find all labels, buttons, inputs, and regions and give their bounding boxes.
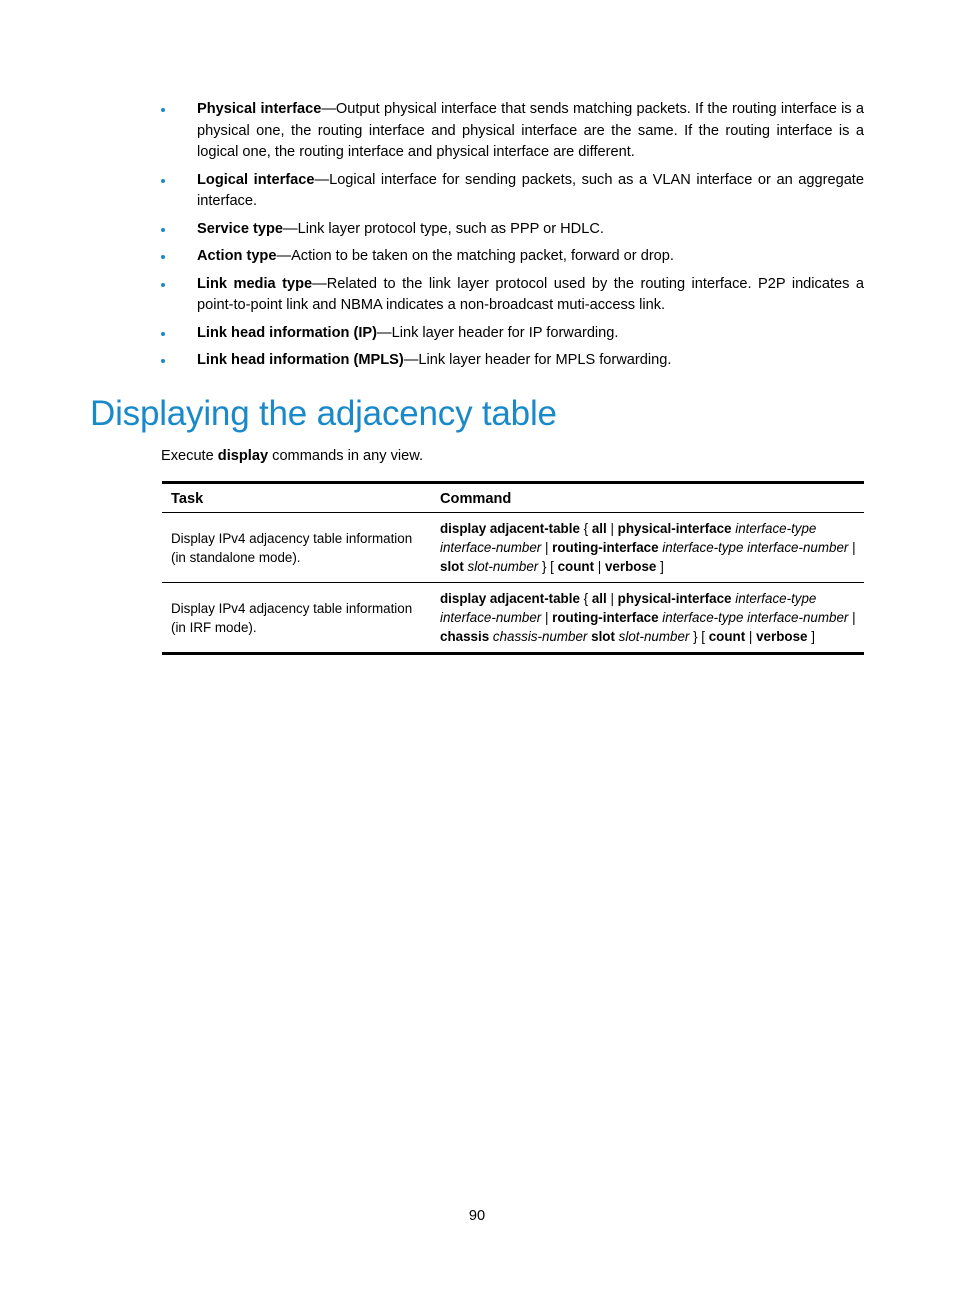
command-keyword: routing-interface (552, 540, 659, 555)
bullet-dot-icon (161, 228, 165, 232)
command-punctuation: { (579, 591, 592, 606)
table-row (162, 513, 864, 583)
command-keyword: physical-interface (617, 591, 732, 606)
bullet-description: —Related to the link layer protocol used by the routing interface. P2P indicates a point-to-point link and NBMA indicates a non-broadcast muti-access link. (197, 275, 865, 313)
column-header-command: Command (440, 491, 512, 507)
bullet-description: —Link layer header for IP forwarding. (377, 324, 619, 341)
command-keyword: routing-interface (552, 610, 659, 625)
command-argument: interface-type interface-number (440, 591, 817, 625)
command-punctuation: | (848, 610, 856, 625)
command-keyword: count (557, 559, 595, 574)
bullet-dot-icon (161, 255, 165, 259)
section-intro (161, 446, 423, 467)
command-keyword: chassis (440, 629, 490, 644)
bullet-term: Link head information (MPLS) (197, 352, 404, 368)
bullet-item (161, 246, 864, 268)
command-punctuation: | (541, 540, 553, 555)
bullet-term: Logical interface (197, 171, 315, 188)
bullet-term: Link head information (IP) (197, 324, 377, 341)
bullet-item (161, 170, 864, 213)
bullet-dot-icon (161, 283, 165, 287)
intro-text-before: Execute (161, 448, 218, 464)
command-argument: slot-number (467, 559, 539, 574)
bullet-term: Physical interface (197, 101, 322, 117)
command-argument: slot-number (618, 629, 690, 644)
bullet-dot-icon (161, 332, 165, 336)
command-cell (431, 513, 864, 583)
bullet-description: —Output physical interface that sends matching packets. If the routing interface is a physical one, the routing interface and physical interface are the same. If the routing interface is a logical one, the routing interface and physical interface are different. (197, 101, 864, 160)
command-cell (431, 583, 864, 654)
bullet-description: —Action to be taken on the matching packet, forward or drop. (276, 248, 674, 264)
page-number: 90 (468, 1208, 486, 1224)
command-keyword: all (591, 521, 607, 536)
bullet-item (161, 274, 864, 317)
command-punctuation: ] (807, 629, 815, 644)
bullet-dot-icon (161, 108, 165, 112)
command-argument: interface-type interface-number (662, 610, 849, 625)
bullet-term: Service type (197, 220, 283, 237)
command-punctuation: | (594, 559, 605, 574)
command-punctuation: } [ (538, 559, 558, 574)
bullet-item (161, 350, 864, 372)
command-punctuation: | (541, 610, 553, 625)
bullet-description: —Logical interface for sending packets, such as a VLAN interface or an aggregate interface. (197, 171, 864, 209)
bullet-description: —Link layer protocol type, such as PPP or HDLC. (283, 220, 604, 237)
bullet-list (161, 99, 864, 378)
command-keyword: count (708, 629, 746, 644)
table-header-row (162, 483, 864, 513)
command-keyword: verbose (756, 629, 808, 644)
bullet-description: —Link layer header for MPLS forwarding. (403, 352, 672, 368)
command-keyword: display adjacent-table (440, 591, 580, 606)
command-keyword: display adjacent-table (440, 521, 580, 536)
command-punctuation: | (606, 521, 618, 536)
command-punctuation: } [ (689, 629, 709, 644)
bullet-item (161, 323, 864, 345)
command-punctuation: | (848, 540, 856, 555)
bullet-term: Link media type (197, 275, 313, 292)
command-punctuation: | (606, 591, 618, 606)
task-cell: Display IPv4 adjacency table information (in standalone mode). (171, 530, 413, 565)
command-argument: interface-type interface-number (662, 540, 849, 555)
intro-keyword: display (217, 448, 269, 464)
command-punctuation: ] (656, 559, 664, 574)
command-keyword: slot (591, 629, 615, 644)
command-keyword: all (591, 591, 607, 606)
command-argument: interface-type interface-number (440, 521, 817, 555)
table-row (162, 583, 864, 654)
command-punctuation: { (579, 521, 592, 536)
command-keyword: slot (440, 559, 464, 574)
bullet-item (161, 99, 864, 164)
intro-text-after: commands in any view. (268, 448, 424, 464)
command-argument: chassis-number (492, 629, 588, 644)
command-table (162, 481, 864, 655)
bullet-item (161, 219, 864, 241)
command-keyword: verbose (604, 559, 657, 574)
bullet-term: Action type (197, 248, 277, 264)
bullet-dot-icon (161, 359, 165, 363)
bullet-dot-icon (161, 179, 165, 183)
column-header-task: Task (171, 491, 204, 507)
command-punctuation: | (745, 629, 757, 644)
section-title: Displaying the adjacency table (90, 394, 557, 433)
task-cell: Display IPv4 adjacency table information (in IRF mode). (171, 600, 413, 635)
command-keyword: physical-interface (617, 521, 732, 536)
